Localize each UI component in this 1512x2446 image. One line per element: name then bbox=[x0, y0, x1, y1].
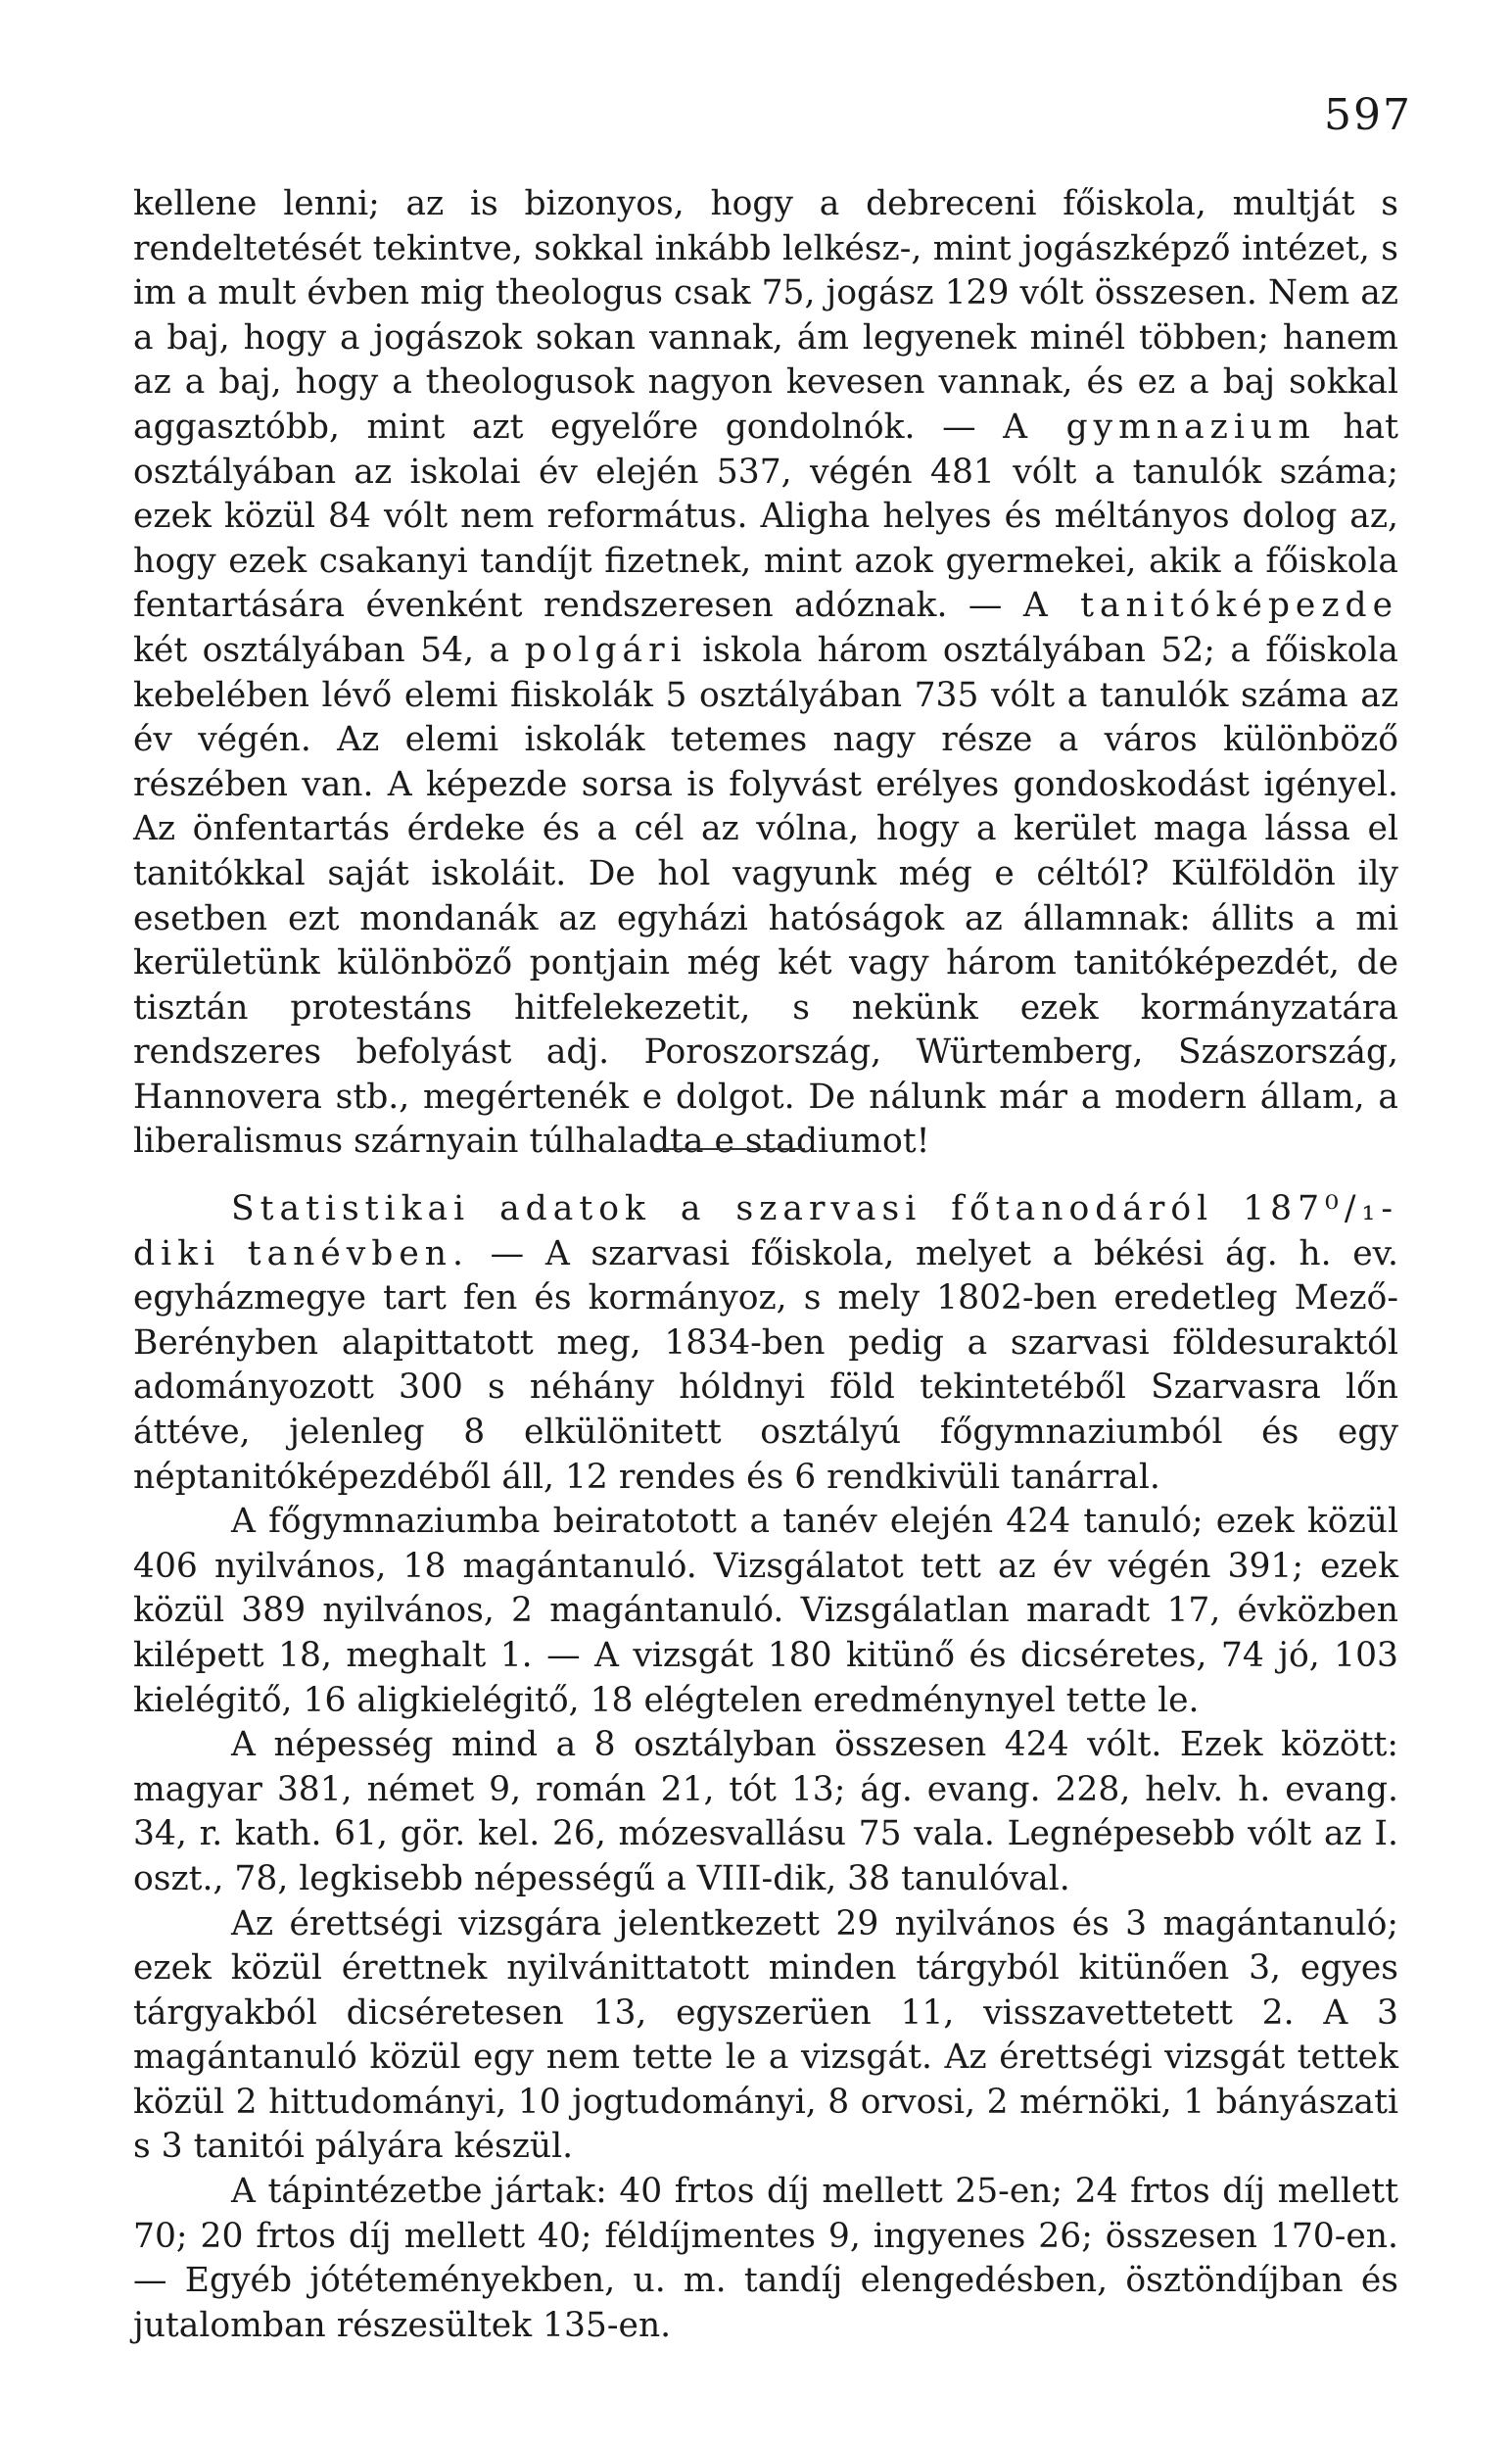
text-run: két osztályában 54, a bbox=[133, 630, 525, 670]
paragraph: A főgymnaziumba beiratotott a tanév elején 424 tanuló; ezek közül 406 nyilvános, 18 magántanuló. Vizsgálatot tett az év végén 391; ezek közül 389 nyilvános, 2 magántanuló. Vizsgálatlan maradt 17, évközben kilépett 18, meghalt 1. — A vizsgát 180 kitünő és dicséretes, 74 jó, 103 kielégitő, 16 aligkielégitő, 18 elégtelen eredménynyel tette le. bbox=[133, 1502, 1398, 1720]
text-run: iskola három osztályában 52; a főiskola kebelében lévő elemi fiiskolák 5 osztályában 735 vólt a tanulók száma az év végén. Az elemi iskolák tetemes nagy része a város különböző részében van. A képezde sorsa is folyvást erélyes gondoskodást igényel. Az önfentartás érdeke és a cél az vólna, hogy a kerület maga lássa el tanitókkal saját iskoláit. De hol vagyunk még e céltól? Külföldön ily esetben ezt mondanák az egyházi hatóságok az államnak: állits a mi kerületünk különböző pontjain még két vagy három tanitóképezdét, de tisztán protestáns hitfelekezetit, s nekünk ezek kormányzatára rendszeres befolyást adj. Poroszország, Würtemberg, Szászország, Hannovera stb., megértenék e dolgot. De nálunk már a modern állam, a liberalismus szárnyain túlhaladta e stadiumot! bbox=[133, 630, 1398, 1162]
emphasis-polgari: polgári bbox=[524, 630, 687, 670]
page-number: 597 bbox=[1324, 90, 1412, 140]
debrecen-section bbox=[133, 182, 1398, 1165]
szarvas-section bbox=[133, 1187, 1398, 2348]
emphasis-tanitokepezde: A tanitóképezde bbox=[1022, 586, 1398, 626]
text-run: kellene lenni; az is bizonyos, hogy a debreceni főiskola, multját s rendeltetését tekintve, sokkal inkább lelkész-, mint jogászképző intézet, s im a mult évben mig theologus csak 75, jogász 129 vólt összesen. Nem az a baj, hogy a jogászok sokan vannak, ám legyenek minél többen; hanem az a baj, hogy a theologusok nagyon kevesen vannak, és ez a baj sokkal aggasztóbb, mint azt egyelőre gondolnók. — bbox=[133, 184, 1398, 447]
emphasis-gymnazium: A gymnazium bbox=[1003, 407, 1316, 447]
paragraph bbox=[133, 1187, 1398, 1500]
paragraph: A népesség mind a 8 osztályban összesen 424 vólt. Ezek között: magyar 381, német 9, román 21, tót 13; ág. evang. 228, helv. h. evang. 34, r. kath. 61, gör. kel. 26, mózesvallásu 75 vala. Legnépesebb vólt az I. oszt., 78, legkisebb népességű a VIII-dik, 38 tanulóval. bbox=[133, 1725, 1398, 1898]
paragraph: A tápintézetbe jártak: 40 frtos díj mellett 25-en; 24 frtos díj mellett 70; 20 frtos díj mellett 40; féldíjmentes 9, ingyenes 26; összesen 170-en. — Egyéb jótéteményekben, u. m. tandíj elengedésben, ösztöndíjban és jutalomban részesültek 135-en. bbox=[133, 2172, 1398, 2345]
text-run: — A szarvasi főiskola, melyet a békési ág. h. ev. egyházmegye tart fen és kormányoz, s mely 1802-ben eredetleg Mező-Berényben alapittatott meg, 1834-ben pedig a szarvasi földesuraktól adományozott 300 s néhány hóldnyi föld tekintetéből Szarvasra lőn áttéve, jelenleg 8 elkülönitett osztályú főgymnaziumból és egy néptanitóképezdéből áll, 12 rendes és 6 rendkivüli tanárral. bbox=[133, 1233, 1399, 1497]
paragraph: Az érettségi vizsgára jelentkezett 29 nyilvános és 3 magántanuló; ezek közül érettnek nyilvánittatott minden tárgyból kitünően 3, egyes tárgyakból dicséretesen 13, egyszerüen 11, visszavettetett 2. A 3 magántanuló közül egy nem tette le a vizsgát. Az érettségi vizsgát tettek közül 2 hittudományi, 10 jogtudományi, 8 orvosi, 2 mérnöki, 1 bányászati s 3 tanitói pályára készül. bbox=[133, 1903, 1398, 2167]
text-run: hat osztályában az iskolai év elején 537, végén 481 vólt a tanulók száma; ezek közül 84 vólt nem református. Aligha helyes és méltányos dolog az, hogy ezek csakanyi tandíjt fizetnek, mint azok gyermekei, akik a főiskola fentartására évenként rendszeresen adóznak. — bbox=[133, 407, 1398, 626]
section-heading: Statistikai adatok a szarvasi főtanodáról 187⁰/₁-diki tanévben. bbox=[133, 1189, 1398, 1273]
section-divider bbox=[652, 1148, 805, 1150]
paragraph bbox=[133, 182, 1398, 1165]
